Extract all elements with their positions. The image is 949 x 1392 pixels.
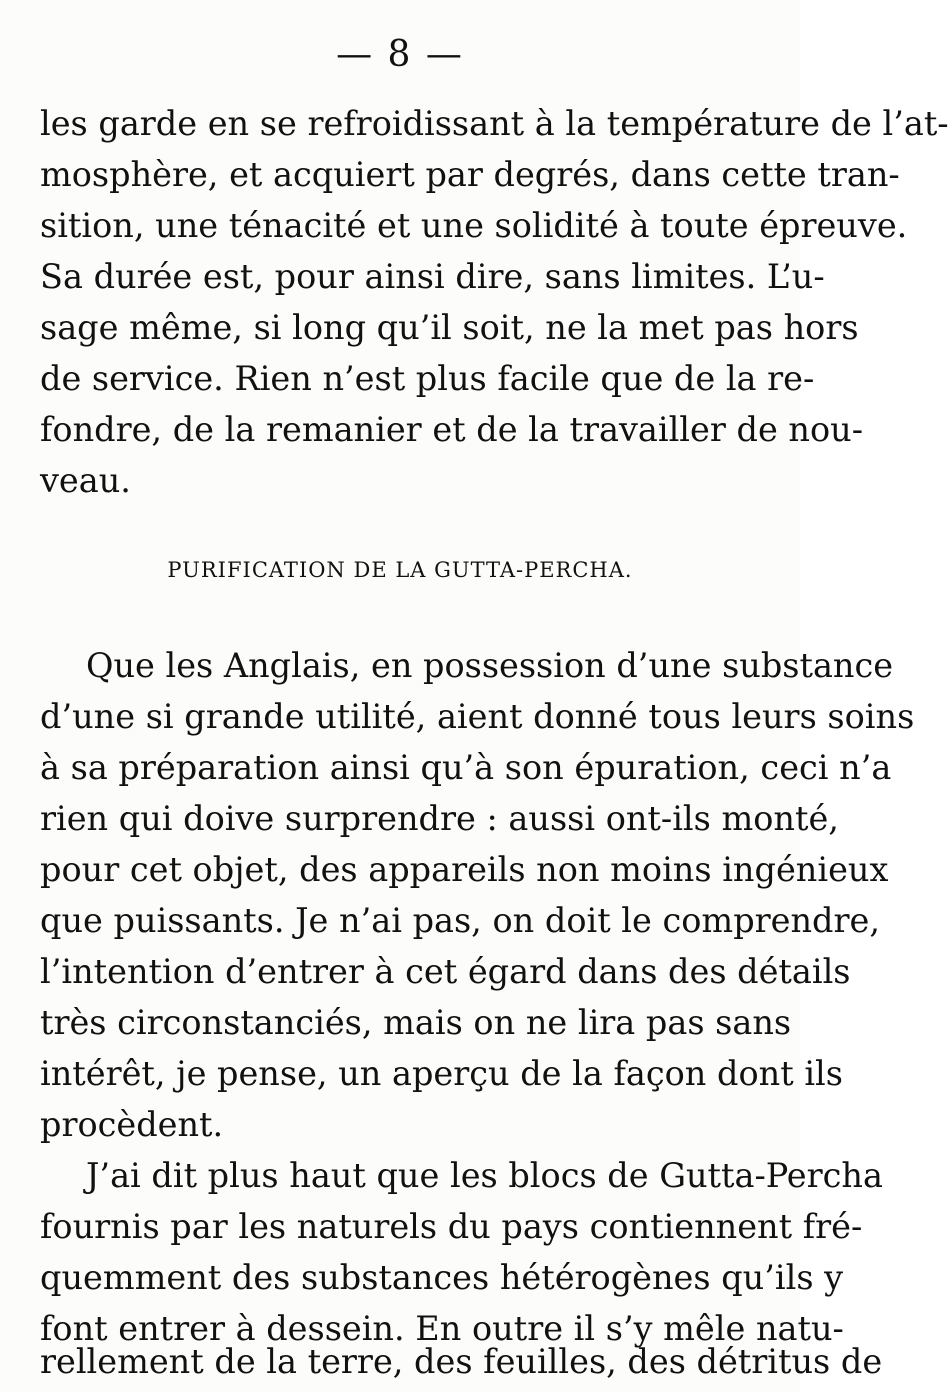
text-line: sition, une ténacité et une solidité à toute épreuve. <box>40 206 908 245</box>
text-line: à sa préparation ainsi qu’à son épuration, ceci n’a <box>40 748 892 787</box>
text-line: intérêt, je pense, un aperçu de la façon dont ils <box>40 1054 843 1093</box>
text-line: fondre, de la remanier et de la travailler de nou- <box>40 410 864 449</box>
text-line: procèdent. <box>40 1105 224 1144</box>
text-line: fournis par les naturels du pays contiennent fré- <box>40 1207 863 1246</box>
text-line: les garde en se refroidissant à la température de l’at- <box>40 104 949 143</box>
text-line: que puissants. Je n’ai pas, on doit le comprendre, <box>40 901 880 940</box>
text-line: sage même, si long qu’il soit, ne la met pas hors <box>40 308 859 347</box>
page-number: — 8 — <box>336 34 464 75</box>
text-line: de service. Rien n’est plus facile que de la re- <box>40 359 815 398</box>
text-line: J’ai dit plus haut que les blocs de Gutta-Percha <box>86 1156 883 1195</box>
text-line: veau. <box>40 461 131 500</box>
text-line: font entrer à dessein. En outre il s’y mêle natu- <box>40 1309 844 1348</box>
text-line: Que les Anglais, en possession d’une substance <box>86 646 894 685</box>
text-line: mosphère, et acquiert par degrés, dans cette tran- <box>40 155 900 194</box>
text-line: Sa durée est, pour ainsi dire, sans limites. L’u- <box>40 257 825 296</box>
text-line: d’une si grande utilité, aient donné tous leurs soins <box>40 697 915 736</box>
text-line: pour cet objet, des appareils non moins ingénieux <box>40 850 889 889</box>
text-line: l’intention d’entrer à cet égard dans des détails <box>40 952 851 991</box>
section-heading: PURIFICATION DE LA GUTTA-PERCHA. <box>167 558 633 582</box>
text-line: rien qui doive surprendre : aussi ont-ils monté, <box>40 799 839 838</box>
text-line: très circonstanciés, mais on ne lira pas sans <box>40 1003 792 1042</box>
text-line: quemment des substances hétérogènes qu’ils y <box>40 1258 844 1297</box>
text-line: rellement de la terre, des feuilles, des détritus de <box>40 1342 883 1381</box>
